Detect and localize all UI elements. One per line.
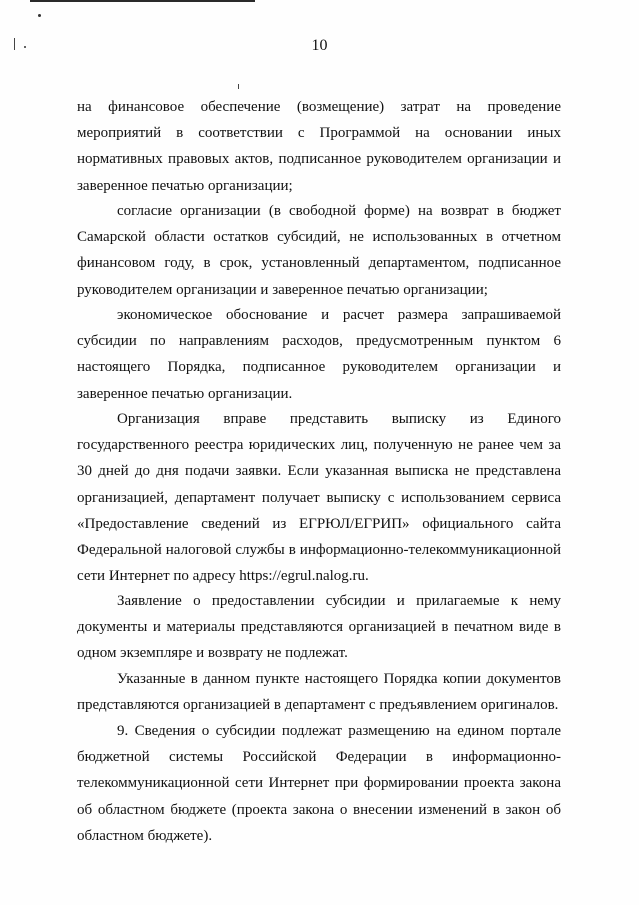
scan-artifact-line [30, 0, 255, 2]
scan-artifact-mark [238, 84, 239, 89]
paragraph: Заявление о предоставлении субсидии и прилагаемые к нему документы и материалы представляются организацией в печатном виде в одном экземпляре и возврату не подлежат. [77, 593, 561, 662]
paragraph: на финансовое обеспечение (возмещение) затрат на проведение мероприятий в соответствии с Программой на основании иных нормативных правовых актов, подписанное руководителем организации и заверенное печатью организации; [77, 99, 561, 194]
paragraph: 9. Сведения о субсидии подлежат размещению на едином портале бюджетной системы Российской Федерации в информационно-телекоммуникационной сети Интернет при формировании проекта закона об областном бюджете (проекта закона о внесении изменений в закон об областном бюджете). [77, 723, 561, 844]
paragraph: экономическое обоснование и расчет размера запрашиваемой субсидии по направлениям расходов, предусмотренным пунктом 6 настоящего Порядка, подписанное руководителем организации и заверенное печатью организации. [77, 307, 561, 402]
scan-artifact-dot [38, 14, 41, 17]
page-number: 10 [311, 37, 328, 54]
paragraph: Организация вправе представить выписку из Единого государственного реестра юридических лиц, полученную не ранее чем за 30 дней до дня подачи заявки. Если указанная выписка не представлена организацией, департамент получает выписку с использованием сервиса «Предоставление сведений из ЕГРЮЛ/ЕГРИП» официального сайта Федеральной налоговой службы в информационно-телекоммуникационной сети Интернет по адресу https://egrul.nalog.ru. [77, 411, 561, 585]
paragraph: согласие организации (в свободной форме) на возврат в бюджет Самарской области остатков субсидий, не использованных в отчетном финансовом году, в срок, установленный департаментом, подписанное руководителем организации и заверенное печатью организации; [77, 203, 561, 298]
paragraph: Указанные в данном пункте настоящего Порядка копии документов представляются организацией в департамент с предъявлением оригиналов. [77, 671, 561, 714]
